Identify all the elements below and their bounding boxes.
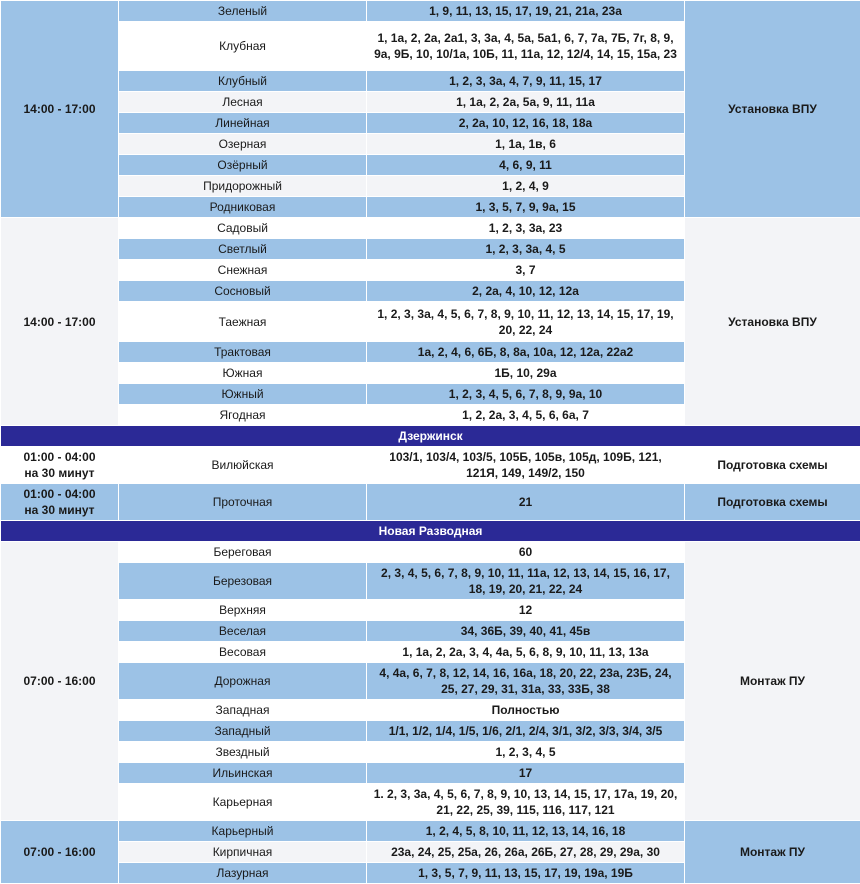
street-cell: Береговая bbox=[119, 542, 367, 563]
houses-cell: 1Б, 10, 29а bbox=[367, 363, 685, 384]
time-duration: на 30 минут bbox=[24, 466, 94, 480]
street-cell: Лесная bbox=[119, 92, 367, 113]
houses-cell: 3, 7 bbox=[367, 260, 685, 281]
street-cell: Ильинская bbox=[119, 763, 367, 784]
houses-cell: 1, 2, 2а, 3, 4, 5, 6, 6а, 7 bbox=[367, 405, 685, 426]
time-range: 01:00 - 04:00 bbox=[23, 487, 95, 501]
houses-cell: 103/1, 103/4, 103/5, 105Б, 105в, 105д, 109Б, 121, 121Я, 149, 149/2, 150 bbox=[367, 447, 685, 484]
time-cell: 07:00 - 16:00 bbox=[1, 542, 119, 821]
street-cell: Сосновый bbox=[119, 281, 367, 302]
street-cell: Кирпичная bbox=[119, 842, 367, 863]
street-cell: Карьерная bbox=[119, 784, 367, 821]
street-cell: Клубный bbox=[119, 71, 367, 92]
houses-cell: 1, 2, 3, 3а, 4, 5 bbox=[367, 239, 685, 260]
street-cell: Озёрный bbox=[119, 155, 367, 176]
houses-cell: 4, 4а, 6, 7, 8, 12, 14, 16, 16а, 18, 20, 22, 23а, 23Б, 24, 25, 27, 29, 31, 31а, 33, 33Б, 38 bbox=[367, 663, 685, 700]
table-row bbox=[1, 447, 860, 484]
table-row bbox=[1, 218, 860, 239]
houses-cell: 1. 2, 3, 3а, 4, 5, 6, 7, 8, 9, 10, 13, 14, 15, 17, 17а, 19, 20, 21, 22, 25, 39, 115, 116, 117, 121 bbox=[367, 784, 685, 821]
street-cell: Южная bbox=[119, 363, 367, 384]
street-cell: Линейная bbox=[119, 113, 367, 134]
houses-cell: 1, 1а, 1в, 6 bbox=[367, 134, 685, 155]
work-type-cell: Монтаж ПУ bbox=[685, 821, 860, 884]
section-header-row bbox=[1, 521, 860, 542]
street-cell: Вилюйская bbox=[119, 447, 367, 484]
houses-cell: 17 bbox=[367, 763, 685, 784]
street-cell: Снежная bbox=[119, 260, 367, 281]
street-cell: Озерная bbox=[119, 134, 367, 155]
street-cell: Звездный bbox=[119, 742, 367, 763]
houses-cell: 1, 2, 3, 4, 5, 6, 7, 8, 9, 9а, 10 bbox=[367, 384, 685, 405]
street-cell: Светлый bbox=[119, 239, 367, 260]
houses-cell: 21 bbox=[367, 484, 685, 521]
street-cell: Ягодная bbox=[119, 405, 367, 426]
work-type-cell: Подготовка схемы bbox=[685, 484, 860, 521]
houses-cell: 1, 2, 3, 3а, 4, 7, 9, 11, 15, 17 bbox=[367, 71, 685, 92]
houses-cell: 1а, 2, 4, 6, 6Б, 8, 8а, 10а, 12, 12а, 22а2 bbox=[367, 342, 685, 363]
houses-cell: 12 bbox=[367, 600, 685, 621]
houses-cell: 4, 6, 9, 11 bbox=[367, 155, 685, 176]
houses-cell: 1, 9, 11, 13, 15, 17, 19, 21, 21а, 23а bbox=[367, 1, 685, 22]
houses-cell: 1, 2, 4, 5, 8, 10, 11, 12, 13, 14, 16, 18 bbox=[367, 821, 685, 842]
street-cell: Дорожная bbox=[119, 663, 367, 700]
table-row bbox=[1, 484, 860, 521]
street-cell: Западная bbox=[119, 700, 367, 721]
time-range: 01:00 - 04:00 bbox=[23, 450, 95, 464]
street-cell: Таежная bbox=[119, 302, 367, 342]
work-type-cell: Установка ВПУ bbox=[685, 218, 860, 426]
street-cell: Проточная bbox=[119, 484, 367, 521]
houses-cell: 1, 1а, 2, 2а, 2а1, 3, 3а, 4, 5а, 5а1, 6, 7, 7а, 7Б, 7г, 8, 9, 9а, 9Б, 10, 10/1а, 10Б, 11, 11а, 12, 12/4, 14, 15, 15а, 23 bbox=[367, 22, 685, 71]
street-cell: Западный bbox=[119, 721, 367, 742]
work-type-cell: Монтаж ПУ bbox=[685, 542, 860, 821]
time-cell: 14:00 - 17:00 bbox=[1, 218, 119, 426]
street-cell: Верхняя bbox=[119, 600, 367, 621]
section-title: Дзержинск bbox=[1, 426, 860, 447]
street-cell: Лазурная bbox=[119, 863, 367, 884]
houses-cell: 1, 2, 4, 9 bbox=[367, 176, 685, 197]
houses-cell: 1, 3, 5, 7, 9, 9а, 15 bbox=[367, 197, 685, 218]
time-cell bbox=[1, 484, 119, 521]
table-row bbox=[1, 821, 860, 842]
table-row bbox=[1, 1, 860, 22]
houses-cell: 1, 3, 5, 7, 9, 11, 13, 15, 17, 19, 19а, 19Б bbox=[367, 863, 685, 884]
houses-cell: 23а, 24, 25, 25а, 26, 26а, 26Б, 27, 28, 29, 29а, 30 bbox=[367, 842, 685, 863]
houses-cell: 2, 2а, 4, 10, 12, 12а bbox=[367, 281, 685, 302]
houses-cell: 60 bbox=[367, 542, 685, 563]
houses-cell: 1, 2, 3, 3а, 4, 5, 6, 7, 8, 9, 10, 11, 12, 13, 14, 15, 17, 19, 20, 22, 24 bbox=[367, 302, 685, 342]
table-row bbox=[1, 542, 860, 563]
street-cell: Клубная bbox=[119, 22, 367, 71]
street-cell: Садовый bbox=[119, 218, 367, 239]
street-cell: Придорожный bbox=[119, 176, 367, 197]
houses-cell: 1, 2, 3, 4, 5 bbox=[367, 742, 685, 763]
houses-cell: 2, 2а, 10, 12, 16, 18, 18а bbox=[367, 113, 685, 134]
street-cell: Весовая bbox=[119, 642, 367, 663]
street-cell: Трактовая bbox=[119, 342, 367, 363]
houses-cell: 1/1, 1/2, 1/4, 1/5, 1/6, 2/1, 2/4, 3/1, 3/2, 3/3, 3/4, 3/5 bbox=[367, 721, 685, 742]
houses-cell: 34, 36Б, 39, 40, 41, 45в bbox=[367, 621, 685, 642]
street-cell: Карьерный bbox=[119, 821, 367, 842]
street-cell: Южный bbox=[119, 384, 367, 405]
time-cell: 07:00 - 16:00 bbox=[1, 821, 119, 884]
street-cell: Зеленый bbox=[119, 1, 367, 22]
work-type-cell: Установка ВПУ bbox=[685, 1, 860, 218]
houses-cell: 2, 3, 4, 5, 6, 7, 8, 9, 10, 11, 11а, 12, 13, 14, 15, 16, 17, 18, 19, 20, 21, 22, 24 bbox=[367, 563, 685, 600]
time-cell: 14:00 - 17:00 bbox=[1, 1, 119, 218]
houses-cell: 1, 1а, 2, 2а, 3, 4, 4а, 5, 6, 8, 9, 10, 11, 13, 13а bbox=[367, 642, 685, 663]
section-header-row bbox=[1, 426, 860, 447]
houses-cell: 1, 1а, 2, 2а, 5а, 9, 11, 11а bbox=[367, 92, 685, 113]
work-type-cell: Подготовка схемы bbox=[685, 447, 860, 484]
houses-cell: Полностью bbox=[367, 700, 685, 721]
street-cell: Березовая bbox=[119, 563, 367, 600]
time-duration: на 30 минут bbox=[24, 503, 94, 517]
street-cell: Родниковая bbox=[119, 197, 367, 218]
street-cell: Веселая bbox=[119, 621, 367, 642]
houses-cell: 1, 2, 3, 3а, 23 bbox=[367, 218, 685, 239]
section-title: Новая Разводная bbox=[1, 521, 860, 542]
time-cell bbox=[1, 447, 119, 484]
